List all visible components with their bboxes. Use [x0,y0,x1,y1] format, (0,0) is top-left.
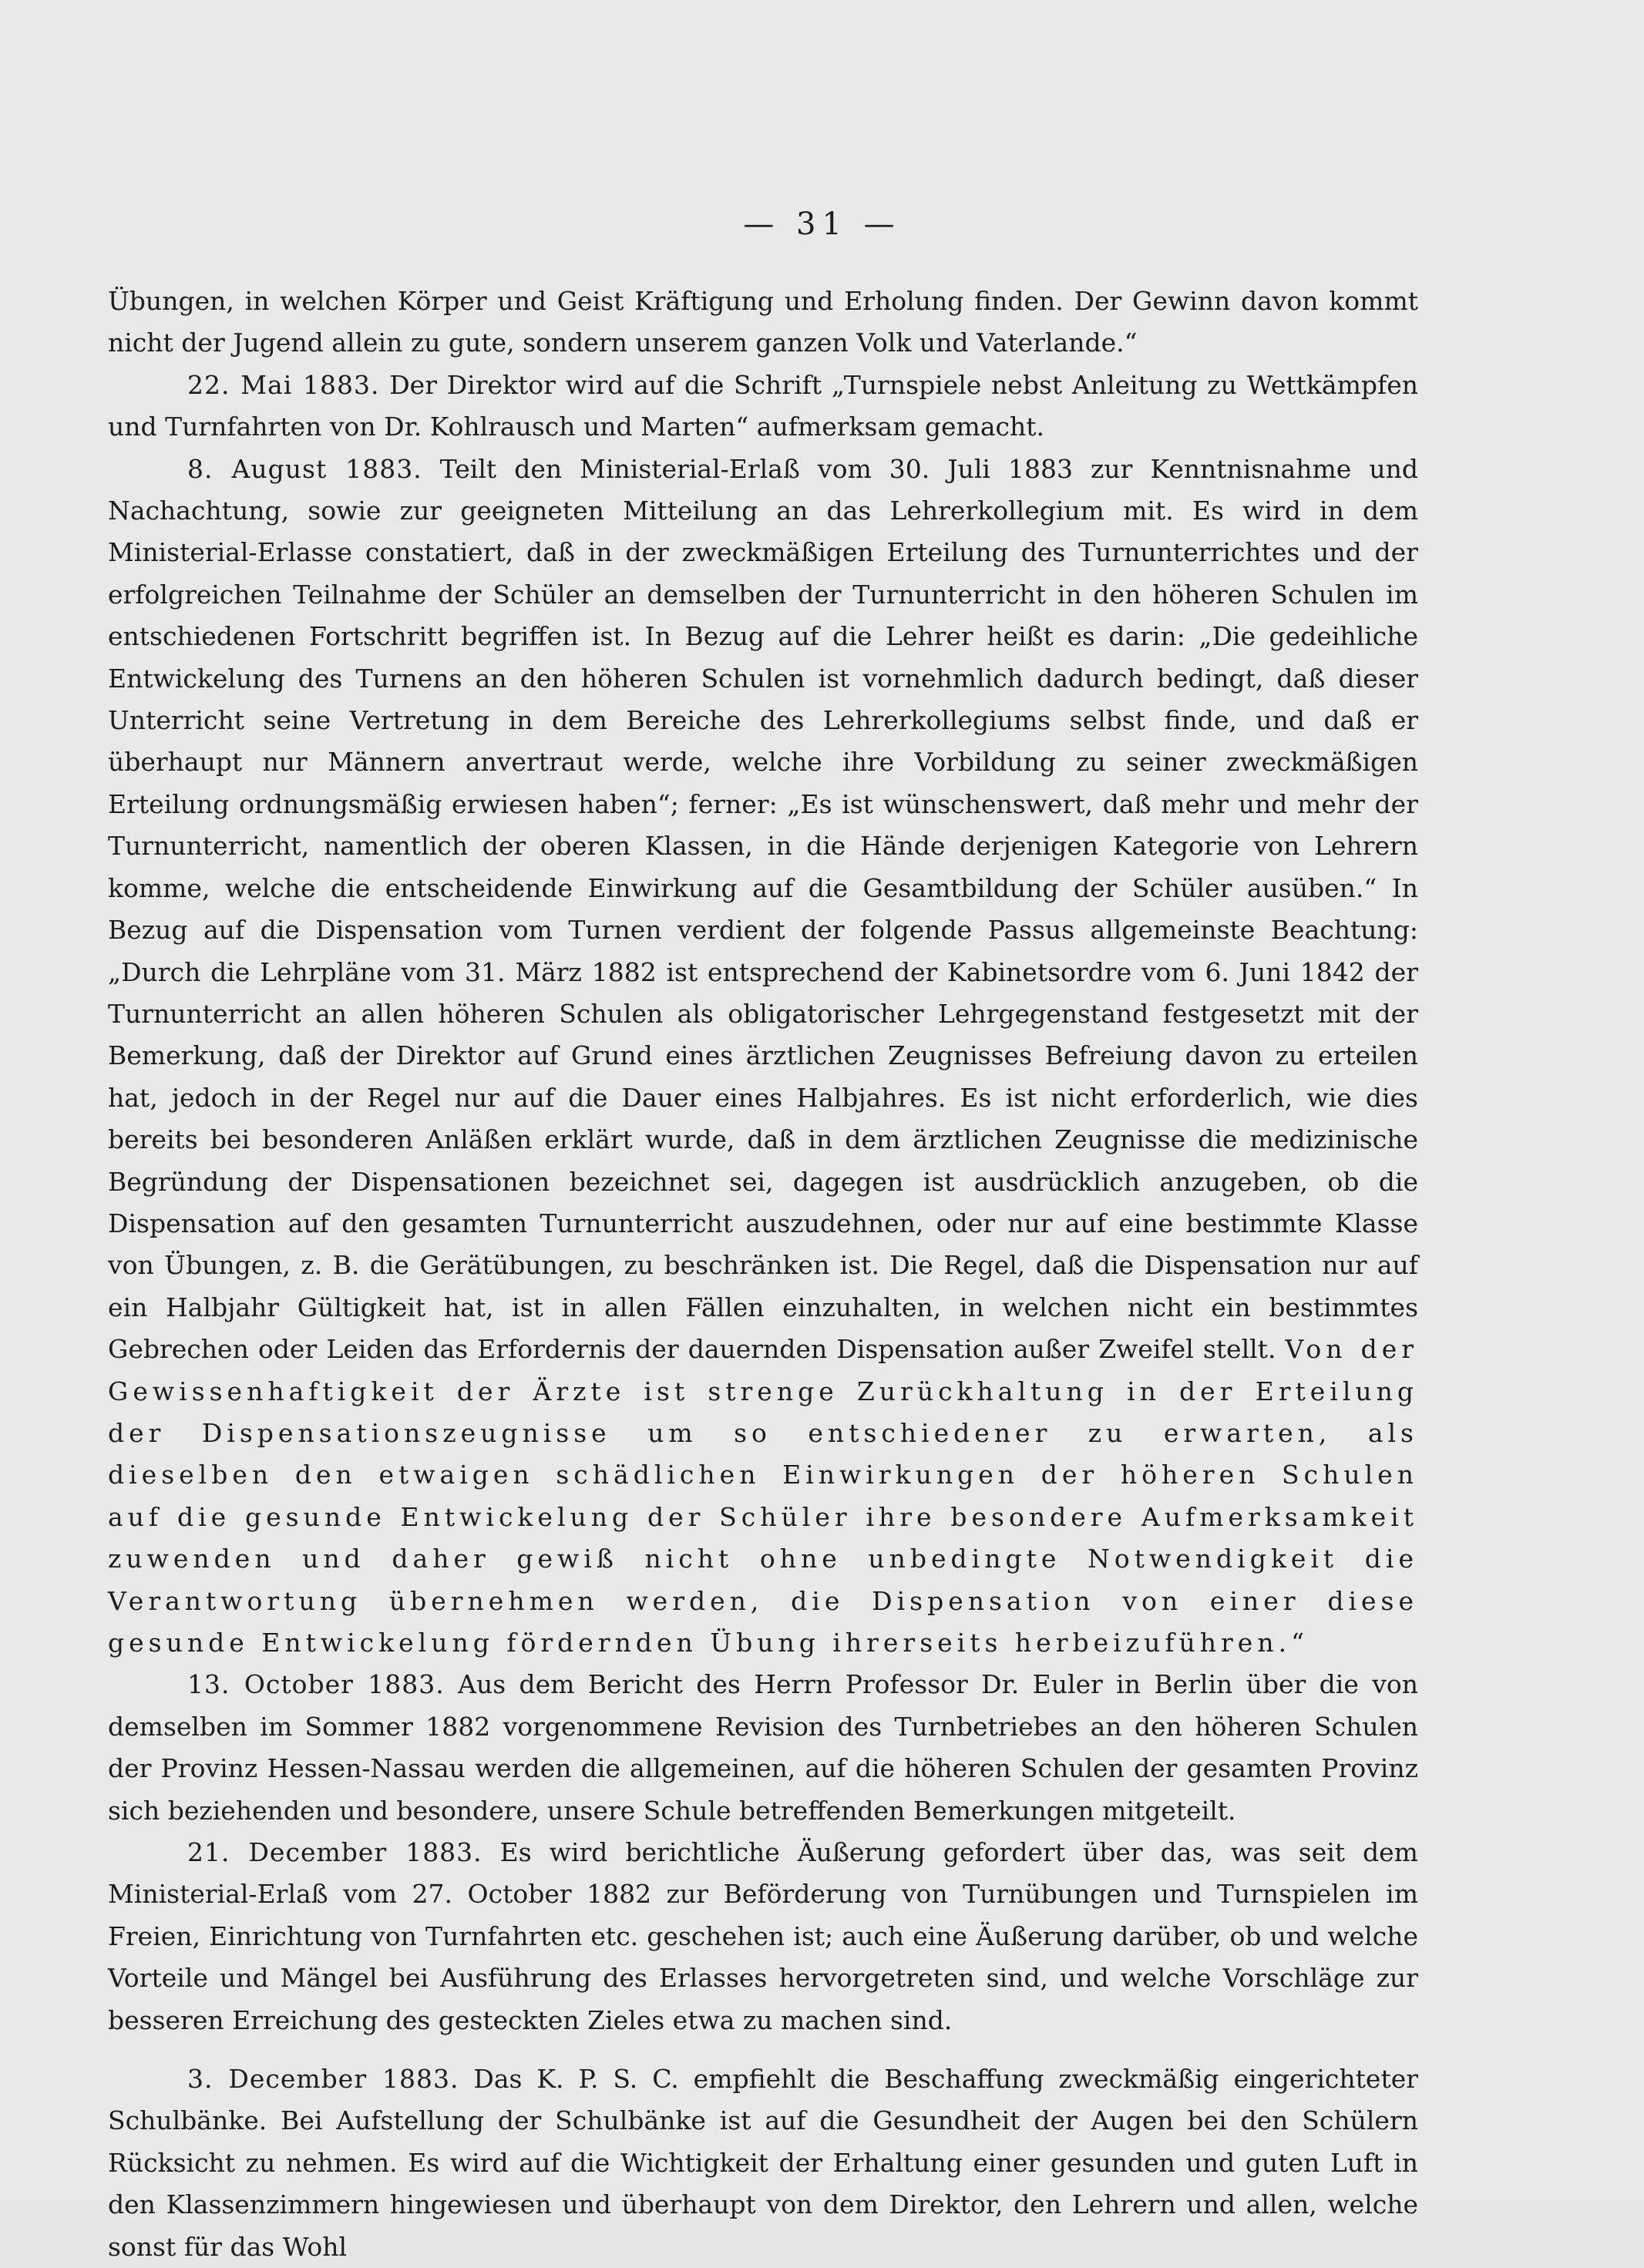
paragraph-entry [108,365,1418,449]
paragraph-text-emphasized: Von der Gewissenhaftigkeit der Ärzte ist strenge Zurückhaltung in der Erteilung der Dispensationszeugnisse um so entschiedener zu erwarten, als dieselben den etwaigen schädlichen Einwirkungen der höheren Schulen auf die gesunde Entwickelung der Schüler ihre besondere Aufmerksamkeit zuwenden und daher gewiß nicht ohne unbedingte Notwendigkeit die Verantwortung übernehmen werden, die Dispensation von einer diese gesunde Entwickelung fördernden Übung ihrerseits herbeizuführen.“ [108,1334,1418,1658]
paragraph-entry [108,1664,1418,1832]
body-text [108,281,1418,2268]
paragraph-entry [108,1832,1418,2041]
entry-date: 21. December 1883. [187,1837,482,1868]
entry-date: 3. December 1883. [187,2064,459,2095]
paragraph-entry [108,449,1418,1665]
paragraph-text: Teilt den Ministerial-Erlaß vom 30. Juli 1883 zur Kenntnisnahme und Nachachtung, sowie zur geeigneten Mitteilung an das Lehrerkollegium mit. Es wird in dem Ministerial-Erlasse constatiert, daß in der zweckmäßigen Erteilung des Turnunterrichtes und der erfolgreichen Teilnahme der Schüler an demselben der Turnunterricht in den höheren Schulen im entschiedenen Fortschritt begriffen ist. In Bezug auf die Lehrer heißt es darin: „Die gedeihliche Entwickelung des Turnens an den höheren Schulen ist vornehmlich dadurch bedingt, daß dieser Unterricht seine Vertretung in dem Bereiche des Lehrerkollegiums selbst finde, und daß er überhaupt nur Männern anvertraut werde, welche ihre Vorbildung zu seiner zweckmäßigen Erteilung ordnungsmäßig erwiesen haben“; ferner: „Es ist wünschenswert, daß mehr und mehr der Turnunterricht, namentlich der oberen Klassen, in die Hände derjenigen Kategorie von Lehrern komme, welche die entscheidende Einwirkung auf die Gesamtbildung der Schüler ausüben.“ In Bezug auf die Dispensation vom Turnen verdient der folgende Passus allgemeinste Beachtung: „Durch die Lehrpläne vom 31. März 1882 ist entsprechend der Kabinetsordre vom 6. Juni 1842 der Turnunterricht an allen höheren Schulen als obligatorischer Lehrgegenstand festgesetzt mit der Bemerkung, daß der Direktor auf Grund eines ärztlichen Zeugnisses Befreiung davon zu erteilen hat, jedoch in der Regel nur auf die Dauer eines Halbjahres. Es ist nicht erforderlich, wie dies bereits bei besonderen Anläßen erklärt wurde, daß in dem ärztlichen Zeugnisse die medizinische Begründung der Dispensationen bezeichnet sei, dagegen ist ausdrücklich anzugeben, ob die Dispensation auf den gesamten Turnunterricht auszudehnen, oder nur auf eine bestimmte Klasse von Übungen, z. B. die Gerätübungen, zu beschränken ist. Die Regel, daß die Dispensation nur auf ein Halbjahr Gültigkeit hat, ist in allen Fällen einzuhalten, in welchen nicht ein bestimmtes Gebrechen oder Leiden das Erfordernis der dauernden Dispensation außer Zweifel stellt. [108,453,1418,1365]
paragraph-text: Der Direktor wird auf die Schrift „Turnspiele nebst Anleitung zu Wettkämpfen und Turnfahrten von Dr. Kohlrausch und Marten“ aufmerksam gemacht. [108,369,1419,442]
entry-date: 13. October 1883. [187,1669,445,1700]
paragraph-text: Übungen, in welchen Körper und Geist Kräftigung und Erholung finden. Der Gewinn davon kommt nicht der Jugend allein zu gute, sondern unserem ganzen Volk und Vaterlande.“ [108,286,1418,358]
entry-date: 8. August 1883. [187,453,422,484]
paragraph-text: Es wird berichtliche Äußerung gefordert über das, was seit dem Ministerial-Erlaß vom 27. October 1882 zur Beförderung von Turnübungen und Turnspielen im Freien, Einrichtung von Turnfahrten etc. geschehen ist; auch eine Äußerung darüber, ob und welche Vorteile und Mängel bei Ausführung des Erlasses hervorgetreten sind, und welche Vorschläge zur besseren Erreichung des gesteckten Zieles etwa zu machen sind. [108,1837,1418,2035]
paragraph-entry [108,2058,1418,2268]
paragraph-text: Aus dem Bericht des Herrn Professor Dr. Euler in Berlin über die von demselben im Sommer 1882 vorgenommene Revision des Turnbetriebes an den höheren Schulen der Provinz Hessen-Nassau werden die allgemeinen, auf die höheren Schulen der gesamten Provinz sich beziehenden und besondere, unsere Schule betreffenden Bemerkungen mitgeteilt. [108,1669,1418,1826]
entry-date: 22. Mai 1883. [187,369,380,400]
paragraph-continuation [108,281,1418,365]
page-number: — 31 — [743,207,901,242]
paragraph-text: Das K. P. S. C. empfiehlt die Beschaffung zweckmäßig eingerichteter Schulbänke. Bei Aufstellung der Schulbänke ist auf die Gesundheit der Augen bei den Schülern Rücksicht zu nehmen. Es wird auf die Wichtigkeit der Erhaltung einer gesunden und guten Luft in den Klassenzimmern hingewiesen und überhaupt von dem Direktor, den Lehrern und allen, welche sonst für das Wohl [108,2064,1419,2262]
